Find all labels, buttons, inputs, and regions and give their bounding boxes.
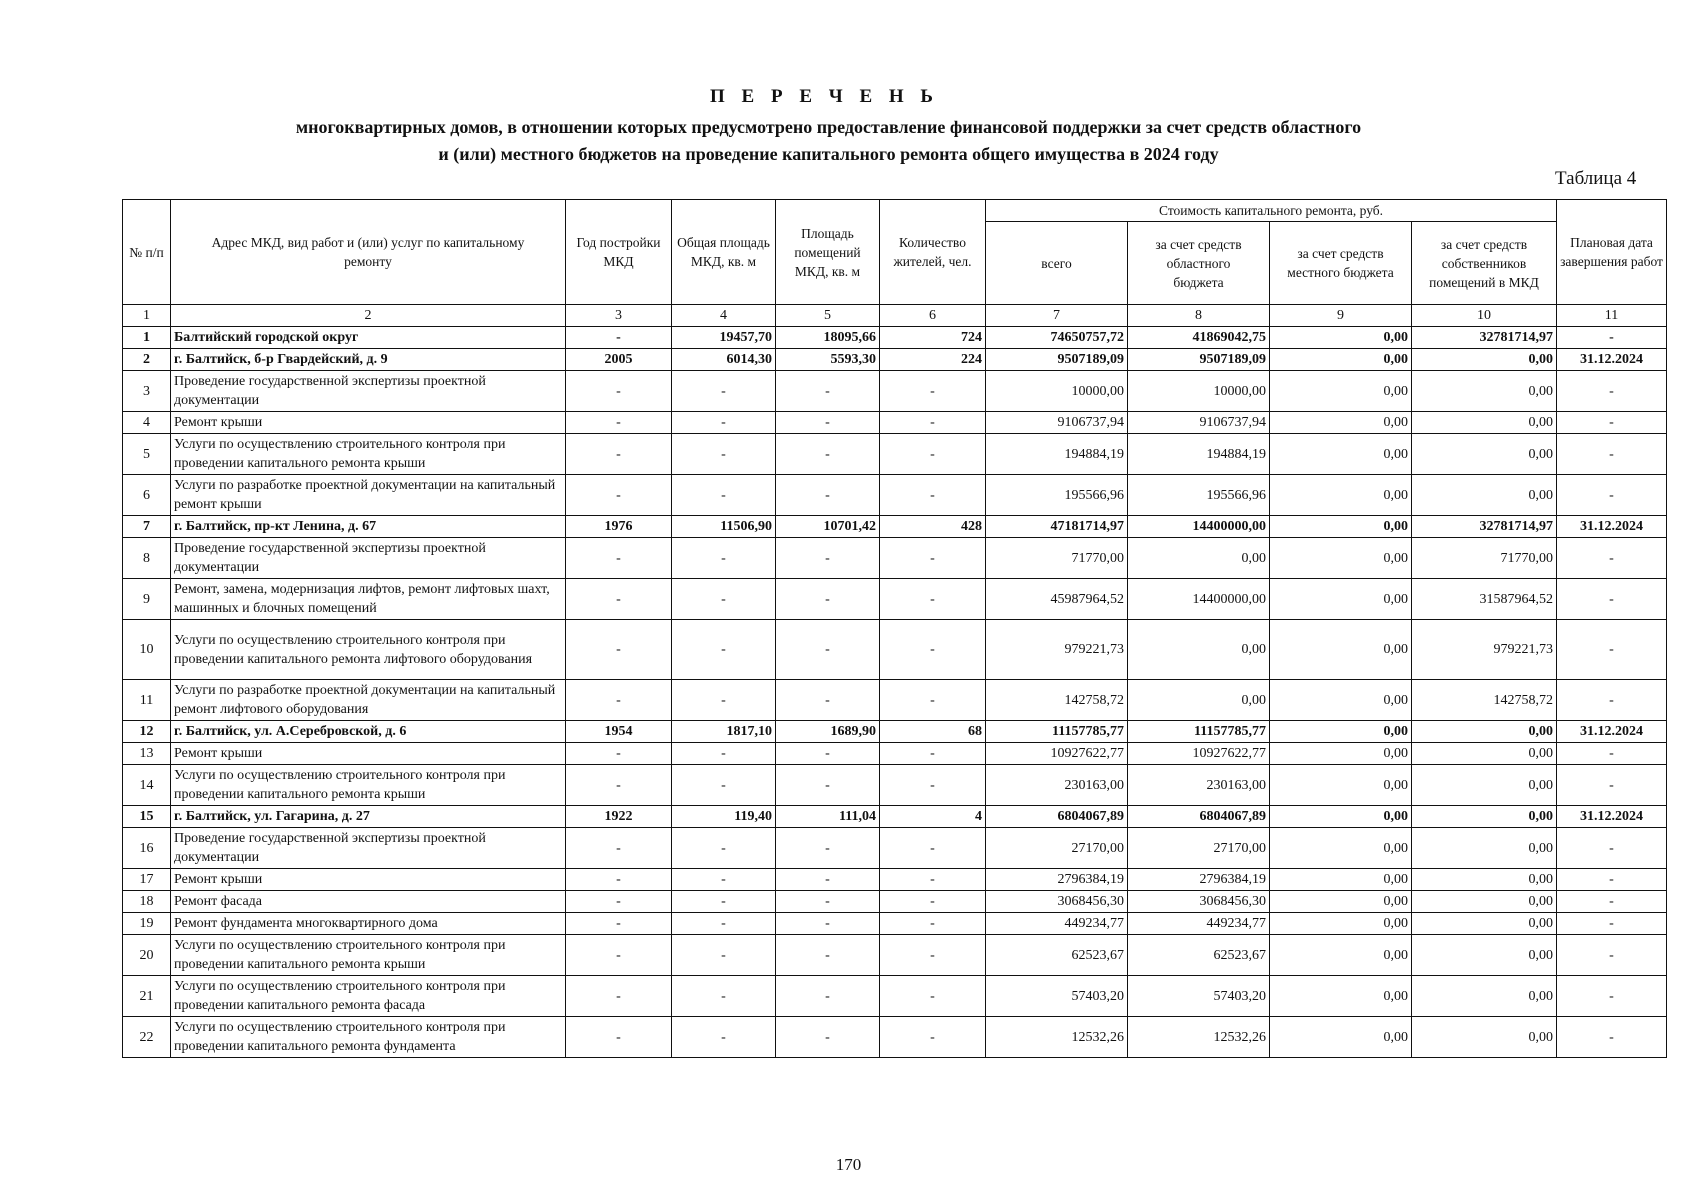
row-cost-owners: 0,00: [1412, 976, 1557, 1017]
row-premises-area: -: [776, 891, 880, 913]
row-year: -: [566, 828, 672, 869]
row-residents: -: [880, 620, 986, 680]
column-number: 11: [1557, 305, 1667, 327]
row-cost-total: 71770,00: [986, 538, 1128, 579]
row-number: 14: [123, 765, 171, 806]
row-cost-regional: 14400000,00: [1128, 579, 1270, 620]
row-cost-owners: 0,00: [1412, 828, 1557, 869]
row-year: -: [566, 743, 672, 765]
row-year: -: [566, 620, 672, 680]
header-cost-total: всего: [986, 222, 1128, 305]
row-premises-area: 5593,30: [776, 349, 880, 371]
row-premises-area: 18095,66: [776, 327, 880, 349]
row-residents: -: [880, 828, 986, 869]
row-residents: 4: [880, 806, 986, 828]
row-address: Услуги по осуществлению строительного контроля при проведении капитального ремонта лифтового оборудования: [171, 620, 566, 680]
table-row: [123, 434, 1667, 475]
row-address: Балтийский городской округ: [171, 327, 566, 349]
row-number: 16: [123, 828, 171, 869]
row-cost-regional: 27170,00: [1128, 828, 1270, 869]
row-total-area: 119,40: [672, 806, 776, 828]
table-row: [123, 1017, 1667, 1058]
row-premises-area: -: [776, 680, 880, 721]
row-cost-owners: 0,00: [1412, 721, 1557, 743]
row-total-area: 19457,70: [672, 327, 776, 349]
row-address: г. Балтийск, ул. А.Серебровской, д. 6: [171, 721, 566, 743]
row-address: Услуги по осуществлению строительного контроля при проведении капитального ремонта фасада: [171, 976, 566, 1017]
row-completion-date: -: [1557, 1017, 1667, 1058]
row-address: Ремонт крыши: [171, 743, 566, 765]
housing-repair-table: [122, 199, 1667, 1058]
row-address: Услуги по осуществлению строительного контроля при проведении капитального ремонта крыши: [171, 434, 566, 475]
row-address: Проведение государственной экспертизы проектной документации: [171, 538, 566, 579]
row-cost-owners: 0,00: [1412, 412, 1557, 434]
row-cost-regional: 14400000,00: [1128, 516, 1270, 538]
row-total-area: -: [672, 828, 776, 869]
row-premises-area: -: [776, 412, 880, 434]
row-number: 7: [123, 516, 171, 538]
row-premises-area: 111,04: [776, 806, 880, 828]
row-cost-total: 195566,96: [986, 475, 1128, 516]
row-completion-date: -: [1557, 828, 1667, 869]
table-row: [123, 765, 1667, 806]
row-cost-local: 0,00: [1270, 743, 1412, 765]
row-residents: -: [880, 412, 986, 434]
row-number: 15: [123, 806, 171, 828]
row-cost-regional: 3068456,30: [1128, 891, 1270, 913]
row-completion-date: 31.12.2024: [1557, 349, 1667, 371]
table-row: [123, 913, 1667, 935]
row-premises-area: -: [776, 976, 880, 1017]
row-completion-date: -: [1557, 680, 1667, 721]
header-completion-date: Плановая дата завершения работ: [1557, 200, 1667, 305]
row-cost-regional: 9507189,09: [1128, 349, 1270, 371]
row-number: 11: [123, 680, 171, 721]
row-number: 3: [123, 371, 171, 412]
row-cost-local: 0,00: [1270, 935, 1412, 976]
row-cost-local: 0,00: [1270, 434, 1412, 475]
row-address: Услуги по осуществлению строительного контроля при проведении капитального ремонта крыши: [171, 935, 566, 976]
row-cost-regional: 41869042,75: [1128, 327, 1270, 349]
document-subtitle-line-2: и (или) местного бюджетов на проведение капитального ремонта общего имущества в 2024 году: [438, 144, 1219, 164]
row-address: г. Балтийск, пр-кт Ленина, д. 67: [171, 516, 566, 538]
row-total-area: 6014,30: [672, 349, 776, 371]
row-year: -: [566, 935, 672, 976]
row-cost-regional: 0,00: [1128, 680, 1270, 721]
row-year: -: [566, 434, 672, 475]
row-cost-total: 12532,26: [986, 1017, 1128, 1058]
row-residents: -: [880, 891, 986, 913]
row-cost-regional: 10000,00: [1128, 371, 1270, 412]
row-year: -: [566, 913, 672, 935]
row-residents: -: [880, 434, 986, 475]
row-number: 8: [123, 538, 171, 579]
row-cost-regional: 0,00: [1128, 538, 1270, 579]
row-cost-local: 0,00: [1270, 538, 1412, 579]
row-residents: -: [880, 371, 986, 412]
row-completion-date: -: [1557, 538, 1667, 579]
row-premises-area: -: [776, 475, 880, 516]
table-body: [123, 327, 1667, 1058]
table-row: [123, 371, 1667, 412]
row-residents: -: [880, 538, 986, 579]
column-number: 6: [880, 305, 986, 327]
table-row: [123, 327, 1667, 349]
row-year: -: [566, 579, 672, 620]
header-premises-area: Площадь помещений МКД, кв. м: [776, 200, 880, 305]
table-row: [123, 891, 1667, 913]
column-number: 5: [776, 305, 880, 327]
row-total-area: -: [672, 620, 776, 680]
row-completion-date: -: [1557, 371, 1667, 412]
row-cost-total: 47181714,97: [986, 516, 1128, 538]
row-completion-date: -: [1557, 434, 1667, 475]
row-completion-date: 31.12.2024: [1557, 806, 1667, 828]
row-total-area: -: [672, 935, 776, 976]
row-cost-total: 57403,20: [986, 976, 1128, 1017]
row-cost-total: 10927622,77: [986, 743, 1128, 765]
row-completion-date: -: [1557, 743, 1667, 765]
row-cost-owners: 142758,72: [1412, 680, 1557, 721]
row-cost-local: 0,00: [1270, 976, 1412, 1017]
row-address: Услуги по осуществлению строительного контроля при проведении капитального ремонта крыши: [171, 765, 566, 806]
row-cost-owners: 0,00: [1412, 913, 1557, 935]
row-address: Проведение государственной экспертизы проектной документации: [171, 371, 566, 412]
table-row: [123, 743, 1667, 765]
table-row: [123, 935, 1667, 976]
row-cost-regional: 2796384,19: [1128, 869, 1270, 891]
row-premises-area: -: [776, 828, 880, 869]
row-number: 19: [123, 913, 171, 935]
row-residents: 224: [880, 349, 986, 371]
row-cost-total: 9106737,94: [986, 412, 1128, 434]
row-number: 4: [123, 412, 171, 434]
row-residents: 724: [880, 327, 986, 349]
row-number: 13: [123, 743, 171, 765]
row-completion-date: -: [1557, 579, 1667, 620]
row-completion-date: -: [1557, 475, 1667, 516]
header-total-area: Общая площадь МКД, кв. м: [672, 200, 776, 305]
row-number: 22: [123, 1017, 171, 1058]
row-number: 17: [123, 869, 171, 891]
row-cost-local: 0,00: [1270, 620, 1412, 680]
row-cost-total: 10000,00: [986, 371, 1128, 412]
row-cost-local: 0,00: [1270, 913, 1412, 935]
row-cost-regional: 10927622,77: [1128, 743, 1270, 765]
row-premises-area: -: [776, 579, 880, 620]
table-row: [123, 721, 1667, 743]
row-cost-local: 0,00: [1270, 579, 1412, 620]
row-total-area: -: [672, 891, 776, 913]
row-year: -: [566, 327, 672, 349]
header-cost-regional: за счет средств областного бюджета: [1128, 222, 1270, 305]
row-premises-area: -: [776, 869, 880, 891]
row-cost-total: 9507189,09: [986, 349, 1128, 371]
table-header: [123, 200, 1667, 327]
row-residents: -: [880, 976, 986, 1017]
column-number: 1: [123, 305, 171, 327]
header-cost-group: Стоимость капитального ремонта, руб.: [986, 200, 1557, 222]
row-number: 6: [123, 475, 171, 516]
row-number: 5: [123, 434, 171, 475]
row-number: 2: [123, 349, 171, 371]
row-cost-owners: 0,00: [1412, 1017, 1557, 1058]
table-row: [123, 538, 1667, 579]
row-cost-total: 194884,19: [986, 434, 1128, 475]
row-cost-regional: 11157785,77: [1128, 721, 1270, 743]
row-premises-area: -: [776, 1017, 880, 1058]
table-row: [123, 976, 1667, 1017]
row-premises-area: -: [776, 620, 880, 680]
row-cost-local: 0,00: [1270, 371, 1412, 412]
row-cost-local: 0,00: [1270, 828, 1412, 869]
row-premises-area: -: [776, 743, 880, 765]
row-residents: -: [880, 935, 986, 976]
row-completion-date: -: [1557, 913, 1667, 935]
table-label: Таблица 4: [1555, 168, 1637, 189]
row-completion-date: -: [1557, 327, 1667, 349]
row-total-area: -: [672, 371, 776, 412]
row-premises-area: 1689,90: [776, 721, 880, 743]
row-cost-owners: 32781714,97: [1412, 327, 1557, 349]
row-cost-local: 0,00: [1270, 891, 1412, 913]
column-number: 7: [986, 305, 1128, 327]
row-number: 1: [123, 327, 171, 349]
table-row: [123, 475, 1667, 516]
row-cost-owners: 0,00: [1412, 891, 1557, 913]
row-cost-total: 142758,72: [986, 680, 1128, 721]
row-total-area: -: [672, 680, 776, 721]
row-cost-total: 2796384,19: [986, 869, 1128, 891]
row-completion-date: -: [1557, 765, 1667, 806]
row-premises-area: 10701,42: [776, 516, 880, 538]
document-title: П Е Р Е Ч Е Н Ь: [710, 86, 939, 107]
row-address: Ремонт, замена, модернизация лифтов, ремонт лифтовых шахт, машинных и блочных помещений: [171, 579, 566, 620]
row-year: 1954: [566, 721, 672, 743]
row-residents: -: [880, 1017, 986, 1058]
column-number: 8: [1128, 305, 1270, 327]
column-number: 3: [566, 305, 672, 327]
row-year: -: [566, 765, 672, 806]
row-number: 20: [123, 935, 171, 976]
row-residents: -: [880, 765, 986, 806]
row-cost-regional: 57403,20: [1128, 976, 1270, 1017]
row-residents: -: [880, 475, 986, 516]
row-number: 10: [123, 620, 171, 680]
row-year: -: [566, 371, 672, 412]
row-cost-total: 979221,73: [986, 620, 1128, 680]
row-cost-total: 62523,67: [986, 935, 1128, 976]
table-row: [123, 579, 1667, 620]
row-year: -: [566, 475, 672, 516]
row-residents: -: [880, 680, 986, 721]
row-year: 1922: [566, 806, 672, 828]
row-total-area: -: [672, 1017, 776, 1058]
row-cost-regional: 9106737,94: [1128, 412, 1270, 434]
row-address: Услуги по осуществлению строительного контроля при проведении капитального ремонта фундамента: [171, 1017, 566, 1058]
row-number: 21: [123, 976, 171, 1017]
row-total-area: 1817,10: [672, 721, 776, 743]
page-number: 170: [835, 1155, 862, 1174]
row-cost-local: 0,00: [1270, 765, 1412, 806]
row-cost-owners: 32781714,97: [1412, 516, 1557, 538]
row-cost-total: 6804067,89: [986, 806, 1128, 828]
table-row: [123, 349, 1667, 371]
row-cost-regional: 230163,00: [1128, 765, 1270, 806]
row-completion-date: 31.12.2024: [1557, 516, 1667, 538]
column-number: 10: [1412, 305, 1557, 327]
row-residents: -: [880, 743, 986, 765]
row-year: -: [566, 976, 672, 1017]
row-address: Ремонт крыши: [171, 869, 566, 891]
row-address: Услуги по разработке проектной документации на капитальный ремонт лифтового оборудования: [171, 680, 566, 721]
row-cost-total: 3068456,30: [986, 891, 1128, 913]
row-cost-owners: 71770,00: [1412, 538, 1557, 579]
row-total-area: -: [672, 538, 776, 579]
row-year: -: [566, 538, 672, 579]
row-number: 9: [123, 579, 171, 620]
column-number: 4: [672, 305, 776, 327]
row-address: Ремонт фундамента многоквартирного дома: [171, 913, 566, 935]
row-completion-date: -: [1557, 620, 1667, 680]
row-cost-total: 11157785,77: [986, 721, 1128, 743]
row-year: -: [566, 1017, 672, 1058]
row-cost-owners: 0,00: [1412, 743, 1557, 765]
row-cost-total: 74650757,72: [986, 327, 1128, 349]
row-cost-owners: 0,00: [1412, 935, 1557, 976]
row-cost-local: 0,00: [1270, 721, 1412, 743]
row-total-area: 11506,90: [672, 516, 776, 538]
row-cost-owners: 31587964,52: [1412, 579, 1557, 620]
row-completion-date: -: [1557, 976, 1667, 1017]
document-header: [0, 86, 1697, 168]
table-row: [123, 828, 1667, 869]
row-cost-owners: 0,00: [1412, 434, 1557, 475]
table-row: [123, 620, 1667, 680]
column-number: 9: [1270, 305, 1412, 327]
row-cost-owners: 0,00: [1412, 349, 1557, 371]
header-cost-local: за счет средств местного бюджета: [1270, 222, 1412, 305]
row-address: Ремонт фасада: [171, 891, 566, 913]
row-year: -: [566, 412, 672, 434]
row-cost-total: 45987964,52: [986, 579, 1128, 620]
row-year: -: [566, 891, 672, 913]
row-residents: -: [880, 913, 986, 935]
row-cost-owners: 0,00: [1412, 371, 1557, 412]
row-completion-date: -: [1557, 935, 1667, 976]
row-cost-local: 0,00: [1270, 516, 1412, 538]
row-premises-area: -: [776, 913, 880, 935]
row-total-area: -: [672, 913, 776, 935]
row-address: Ремонт крыши: [171, 412, 566, 434]
row-cost-owners: 979221,73: [1412, 620, 1557, 680]
row-year: 1976: [566, 516, 672, 538]
row-cost-regional: 449234,77: [1128, 913, 1270, 935]
header-num: № п/п: [123, 200, 171, 305]
row-premises-area: -: [776, 538, 880, 579]
row-cost-local: 0,00: [1270, 806, 1412, 828]
row-year: 2005: [566, 349, 672, 371]
row-year: -: [566, 680, 672, 721]
row-cost-regional: 0,00: [1128, 620, 1270, 680]
row-total-area: -: [672, 579, 776, 620]
row-cost-total: 27170,00: [986, 828, 1128, 869]
row-cost-regional: 12532,26: [1128, 1017, 1270, 1058]
column-number: 2: [171, 305, 566, 327]
row-cost-owners: 0,00: [1412, 475, 1557, 516]
row-cost-owners: 0,00: [1412, 806, 1557, 828]
row-total-area: -: [672, 412, 776, 434]
row-residents: -: [880, 869, 986, 891]
row-cost-regional: 195566,96: [1128, 475, 1270, 516]
row-cost-regional: 6804067,89: [1128, 806, 1270, 828]
row-premises-area: -: [776, 935, 880, 976]
row-total-area: -: [672, 976, 776, 1017]
row-premises-area: -: [776, 765, 880, 806]
header-cost-owners: за счет средств собственников помещений в МКД: [1412, 222, 1557, 305]
row-cost-local: 0,00: [1270, 327, 1412, 349]
row-cost-owners: 0,00: [1412, 765, 1557, 806]
row-completion-date: 31.12.2024: [1557, 721, 1667, 743]
row-total-area: -: [672, 434, 776, 475]
table-row: [123, 516, 1667, 538]
document-subtitle-line-1: многоквартирных домов, в отношении которых предусмотрено предоставление финансовой поддержки за счет средств областного: [295, 117, 1362, 137]
row-residents: 428: [880, 516, 986, 538]
row-residents: -: [880, 579, 986, 620]
column-number-row: [123, 305, 1667, 327]
row-cost-local: 0,00: [1270, 680, 1412, 721]
row-address: г. Балтийск, б-р Гвардейский, д. 9: [171, 349, 566, 371]
header-residents: Количество жителей, чел.: [880, 200, 986, 305]
row-cost-local: 0,00: [1270, 412, 1412, 434]
row-completion-date: -: [1557, 891, 1667, 913]
row-address: г. Балтийск, ул. Гагарина, д. 27: [171, 806, 566, 828]
row-cost-owners: 0,00: [1412, 869, 1557, 891]
row-total-area: -: [672, 475, 776, 516]
row-cost-regional: 62523,67: [1128, 935, 1270, 976]
row-cost-local: 0,00: [1270, 475, 1412, 516]
document-subtitle: [0, 114, 1697, 168]
row-completion-date: -: [1557, 869, 1667, 891]
row-premises-area: -: [776, 371, 880, 412]
table-row: [123, 869, 1667, 891]
row-cost-local: 0,00: [1270, 869, 1412, 891]
row-number: 12: [123, 721, 171, 743]
row-year: -: [566, 869, 672, 891]
row-cost-total: 449234,77: [986, 913, 1128, 935]
row-address: Услуги по разработке проектной документации на капитальный ремонт крыши: [171, 475, 566, 516]
row-cost-total: 230163,00: [986, 765, 1128, 806]
table-row: [123, 412, 1667, 434]
row-cost-local: 0,00: [1270, 349, 1412, 371]
row-residents: 68: [880, 721, 986, 743]
row-total-area: -: [672, 743, 776, 765]
row-cost-regional: 194884,19: [1128, 434, 1270, 475]
row-cost-local: 0,00: [1270, 1017, 1412, 1058]
row-completion-date: -: [1557, 412, 1667, 434]
header-address: Адрес МКД, вид работ и (или) услуг по капитальному ремонту: [171, 200, 566, 305]
row-premises-area: -: [776, 434, 880, 475]
row-address: Проведение государственной экспертизы проектной документации: [171, 828, 566, 869]
row-total-area: -: [672, 869, 776, 891]
table-row: [123, 680, 1667, 721]
table-row: [123, 806, 1667, 828]
row-total-area: -: [672, 765, 776, 806]
header-year: Год постройки МКД: [566, 200, 672, 305]
row-number: 18: [123, 891, 171, 913]
